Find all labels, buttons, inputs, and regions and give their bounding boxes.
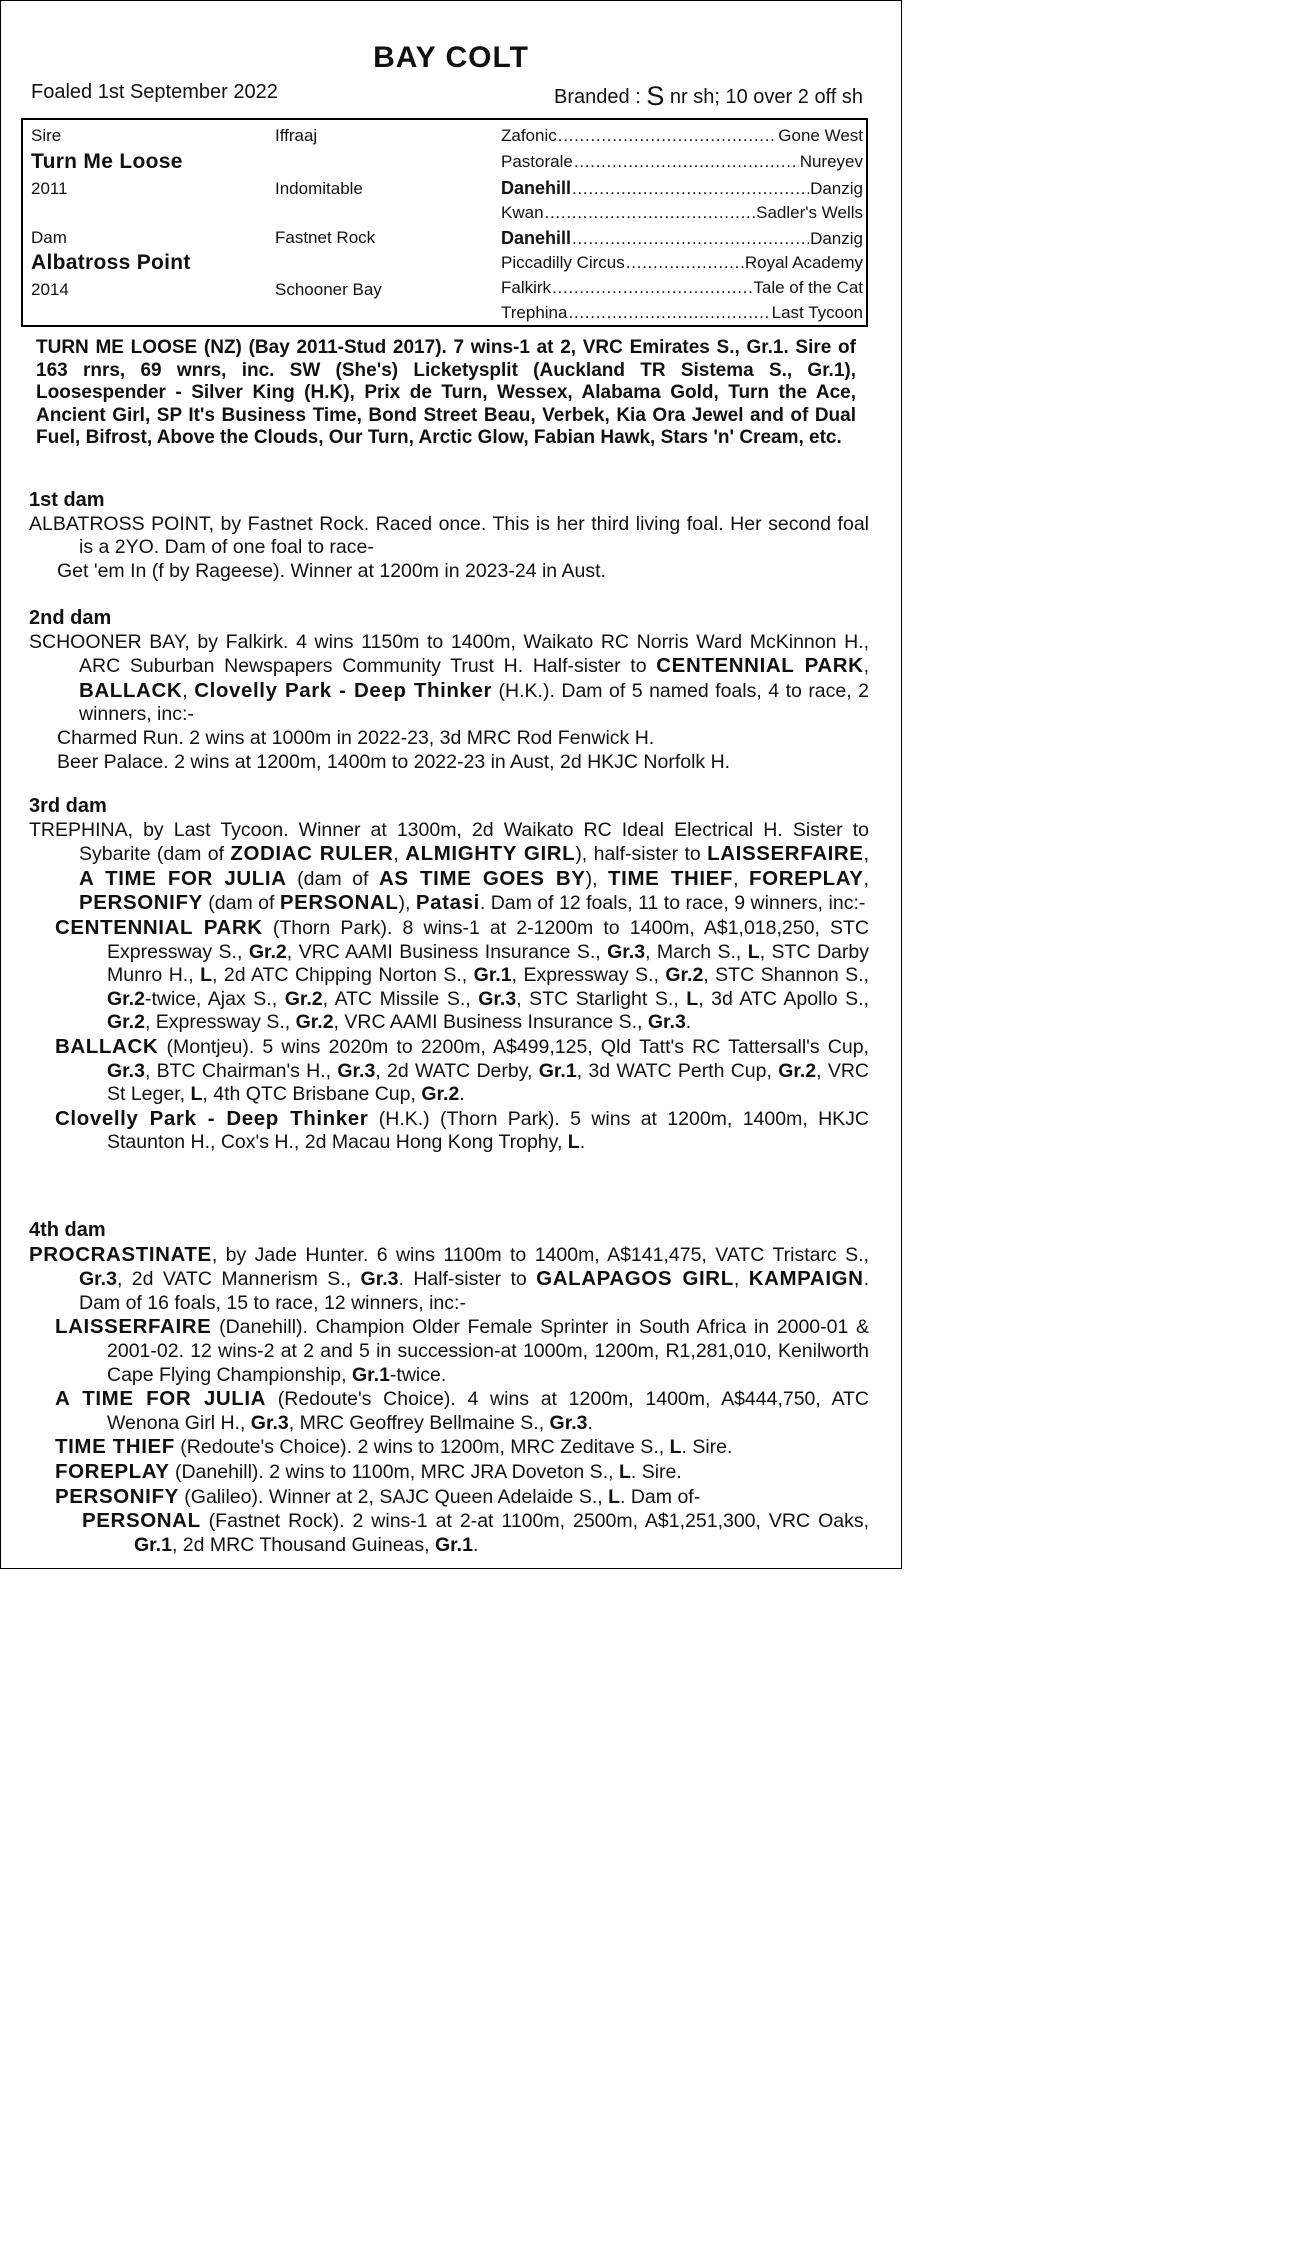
section-heading: 2nd dam	[29, 607, 112, 629]
dam-sire: Fastnet Rock	[275, 228, 376, 247]
pedigree-page	[0, 0, 902, 1569]
fourth-dam-section	[29, 1219, 869, 1557]
progeny-entry: Beer Palace. 2 wins at 1200m, 1400m to 2022-23 in Aust, 2d HKJC Norfolk H.	[57, 750, 731, 773]
progeny-entry: FOREPLAY (Danehill). 2 wins to 1100m, MRC JRA Doveton S., L. Sire.	[55, 1459, 682, 1483]
sire-dam: Indomitable	[275, 179, 363, 198]
first-dam-section	[29, 489, 869, 583]
section-heading: 4th dam	[29, 1219, 106, 1241]
progeny-entry: LAISSERFAIRE (Danehill). Champion Older Female Sprinter in South Africa in 2000-01 & 2001-02. 12 wins-2 at 2 and 5 in succession-at 1000m, 1200m, R1,281,010, Kenilworth Cape Flying Championship, Gr.1-twice.	[55, 1315, 869, 1386]
section-heading: 1st dam	[29, 489, 105, 511]
sire-paragraph: TURN ME LOOSE (NZ) (Bay 2011-Stud 2017). 7 wins-1 at 2, VRC Emirates S., Gr.1. Sire of 163 rnrs, 69 wnrs, inc. SW (She's) Licketysplit (Auckland TR Sistema S., Gr.1), Loosespender - Silver King (H.K), Prix de Turn, Wessex, Alabama Gold, Turn the Ace, Ancient Girl, SP It's Business Time, Bond Street Beau, Verbek, Kia Ora Jewel and of Dual Fuel, Bifrost, Above the Clouds, Our Turn, Arctic Glow, Fabian Hawk, Stars 'n' Cream, etc.	[36, 337, 856, 448]
dam-paragraph: SCHOONER BAY, by Falkirk. 4 wins 1150m to 1400m, Waikato RC Norris Ward McKinnon H., ARC Suburban Newspapers Community Trust H. Half-sister to CENTENNIAL PARK, BALLACK, Clovelly Park - Deep Thinker (H.K.). Dam of 5 named foals, 4 to race, 2 winners, inc:-	[29, 630, 869, 726]
dam-name: Albatross Point	[31, 251, 191, 274]
ancestor-row: Kwan . . . Sadler's Wells	[501, 203, 863, 223]
progeny-entry: PERSONIFY (Galileo). Winner at 2, SAJC Queen Adelaide S., L. Dam of-	[55, 1484, 701, 1508]
ancestor-row: Falkirk . . . Tale of the Cat	[501, 278, 863, 298]
foaled-date: Foaled 1st September 2022	[31, 81, 278, 103]
dam-year: 2014	[31, 280, 69, 299]
dam-paragraph: ALBATROSS POINT, by Fastnet Rock. Raced once. This is her third living foal. Her second foal is a 2YO. Dam of one foal to race-	[29, 512, 869, 559]
ancestor-row: Danehill . . . Danzig	[501, 228, 863, 249]
ancestor-row: Trephina . . . Last Tycoon	[501, 303, 863, 323]
sire-label: Sire	[31, 126, 62, 145]
progeny-entry: Charmed Run. 2 wins at 1000m in 2022-23, 3d MRC Rod Fenwick H.	[57, 726, 655, 749]
progeny-entry: PERSONAL (Fastnet Rock). 2 wins-1 at 2-at 1100m, 2500m, A$1,251,300, VRC Oaks, Gr.1, 2d MRC Thousand Guineas, Gr.1.	[82, 1509, 869, 1556]
dam-dam: Schooner Bay	[275, 280, 382, 299]
progeny-entry: Clovelly Park - Deep Thinker (H.K.) (Thorn Park). 5 wins at 1200m, 1400m, HKJC Staunton H., Cox's H., 2d Macau Hong Kong Trophy, L.	[55, 1106, 870, 1154]
progeny-entry: CENTENNIAL PARK (Thorn Park). 8 wins-1 at 2-1200m to 1400m, A$1,018,250, STC Expressway S., Gr.2, VRC AAMI Business Insurance S., Gr.3, March S., L, STC Darby Munro H., L, 2d ATC Chipping Norton S., Gr.1, Expressway S., Gr.2, STC Shannon S., Gr.2-twice, Ajax S., Gr.2, ATC Missile S., Gr.3, STC Starlight S., L, 3d ATC Apollo S., Gr.2, Expressway S., Gr.2, VRC AAMI Business Insurance S., Gr.3.	[55, 915, 870, 1034]
progeny-entry: BALLACK (Montjeu). 5 wins 2020m to 2200m, A$499,125, Qld Tatt's RC Tattersall's Cup, Gr.3, BTC Chairman's H., Gr.3, 2d WATC Derby, Gr.1, 3d WATC Perth Cup, Gr.2, VRC St Leger, L, 4th QTC Brisbane Cup, Gr.2.	[55, 1034, 869, 1106]
brand-info: Branded : S nr sh; 10 over 2 off sh	[554, 81, 863, 111]
ancestor-row: Piccadilly Circus . . . Royal Academy	[501, 253, 863, 273]
progeny-entry: A TIME FOR JULIA (Redoute's Choice). 4 wins at 1200m, 1400m, A$444,750, ATC Wenona Girl H., Gr.3, MRC Geoffrey Bellmaine S., Gr.3.	[55, 1387, 869, 1434]
dam-paragraph: PROCRASTINATE, by Jade Hunter. 6 wins 1100m to 1400m, A$141,475, VATC Tristarc S., Gr.3, 2d VATC Mannerism S., Gr.3. Half-sister to GALAPAGOS GIRL, KAMPAIGN. Dam of 16 foals, 15 to race, 12 winners, inc:-	[29, 1242, 869, 1314]
section-heading: 3rd dam	[29, 795, 107, 817]
dam-label: Dam	[31, 228, 67, 247]
ancestor-row: Danehill . . . Danzig	[501, 178, 863, 199]
page-title: BAY COLT	[373, 41, 529, 74]
second-dam-section	[29, 607, 869, 774]
pedigree-table	[21, 118, 868, 327]
sire-name: Turn Me Loose	[31, 150, 183, 173]
progeny-entry: TIME THIEF (Redoute's Choice). 2 wins to 1200m, MRC Zeditave S., L. Sire.	[55, 1435, 733, 1459]
progeny-entry: Get 'em In (f by Rageese). Winner at 1200m in 2023-24 in Aust.	[57, 559, 606, 582]
third-dam-section	[29, 795, 869, 1155]
sire-sire: Iffraaj	[275, 126, 318, 145]
ancestor-row: Zafonic . . . Gone West	[501, 126, 863, 146]
sire-year: 2011	[31, 179, 68, 198]
brand-mark: S	[646, 81, 665, 111]
ancestor-row: Pastorale . . . Nureyev	[501, 152, 863, 172]
dam-paragraph: TREPHINA, by Last Tycoon. Winner at 1300m, 2d Waikato RC Ideal Electrical H. Sister to Sybarite (dam of ZODIAC RULER, ALMIGHTY GIRL), half-sister to LAISSERFAIRE, A TIME FOR JULIA (dam of AS TIME GOES BY), TIME THIEF, FOREPLAY, PERSONIFY (dam of PERSONAL), Patasi. Dam of 12 foals, 11 to race, 9 winners, inc:-	[29, 818, 869, 915]
